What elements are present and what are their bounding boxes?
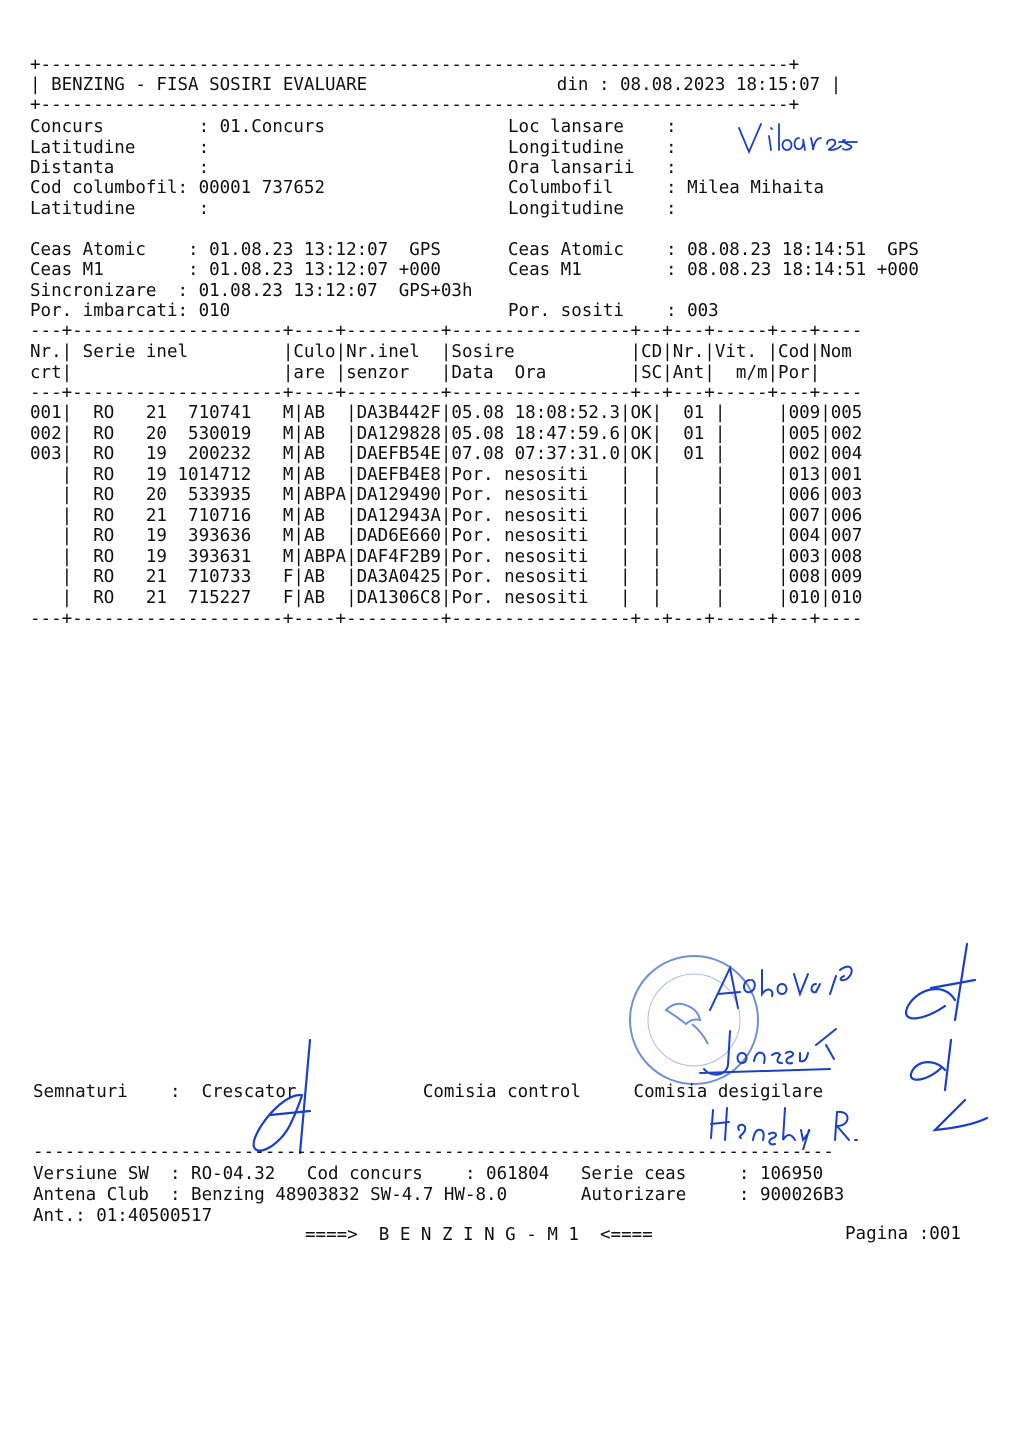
info-cod-columbofil: Cod columbofil: 00001 737652 xyxy=(30,178,326,198)
page-number: Pagina :001 xyxy=(845,1224,961,1244)
header-rule-bottom: +-----------------------------------------------------------------------+ xyxy=(30,95,800,115)
signature-comisia-desigilare xyxy=(895,940,990,1140)
info-ora-lansarii: Ora lansarii : xyxy=(508,158,677,178)
table-row: | RO 21 715227 F|AB |DA1306C8|Por. nesositi | | | |010|010 xyxy=(30,588,863,608)
clock-m1-start: Ceas M1 : 01.08.23 13:12:07 +000 xyxy=(30,260,441,280)
handwritten-loc-lansare xyxy=(735,118,865,158)
clock-atomic-start: Ceas Atomic : 01.08.23 13:12:07 GPS xyxy=(30,240,441,260)
signatures-line: Semnaturi : Crescator Comisia control Comisia desigilare xyxy=(33,1082,824,1102)
info-distanta: Distanta : xyxy=(30,158,210,178)
info-columbofil: Columbofil : Milea Mihaita xyxy=(508,178,825,198)
info-latitudine: Latitudine : xyxy=(30,138,210,158)
table-row: | RO 19 393631 M|ABPA|DAF4F2B9|Por. nesositi | | | |003|008 xyxy=(30,547,863,567)
footer-rule: ---------------------------------------------------------------------------- xyxy=(33,1142,834,1162)
table-row: | RO 21 710733 F|AB |DA3A0425|Por. nesositi | | | |008|009 xyxy=(30,567,863,587)
table-row: | RO 20 533935 M|ABPA|DA129490|Por. nesositi | | | |006|003 xyxy=(30,485,863,505)
table-rule-bottom: ---+--------------------+----+---------+-----------------+--+---+-----+---+---- xyxy=(30,609,863,629)
table-row: | RO 21 710716 M|AB |DA12943A|Por. nesositi | | | |007|006 xyxy=(30,506,863,526)
club-stamp xyxy=(622,950,772,1090)
pigeons-basketed: Por. imbarcati: 010 xyxy=(30,301,231,321)
info-longitudine-2: Longitudine : xyxy=(508,199,677,219)
info-longitudine: Longitudine : xyxy=(508,138,677,158)
footer-ant: Ant.: 01:40500517 xyxy=(33,1206,213,1226)
footer-version: Versiune SW : RO-04.32 Cod concurs : 061804 Serie ceas : 106950 xyxy=(33,1164,824,1184)
sync-line: Sincronizare : 01.08.23 13:12:07 GPS+03h xyxy=(30,281,473,301)
info-latitudine-2: Latitudine : xyxy=(30,199,210,219)
table-rule-top: ---+--------------------+----+---------+-----------------+--+---+-----+---+---- xyxy=(30,321,863,341)
table-row: | RO 19 1014712 M|AB |DAEFB4E8|Por. nesositi | | | |013|001 xyxy=(30,465,863,485)
table-row: 001| RO 21 710741 M|AB |DA3B442F|05.08 18:08:52.3|OK| 01 | |009|005 xyxy=(30,403,863,423)
table-header-row-1: Nr.| Serie inel |Culo|Nr.inel |Sosire |CD|Nr.|Vit. |Cod|Nom xyxy=(30,342,852,362)
table-row: 003| RO 19 200232 M|AB |DAEFB54E|07.08 07:37:31.0|OK| 01 | |002|004 xyxy=(30,444,863,464)
table-header-row-2: crt| |are |senzor |Data Ora |SC|Ant| m/m|Por| xyxy=(30,363,821,383)
info-concurs: Concurs : 01.Concurs xyxy=(30,117,326,137)
info-loc-lansare: Loc lansare : xyxy=(508,117,677,137)
clock-atomic-end: Ceas Atomic : 08.08.23 18:14:51 GPS xyxy=(508,240,919,260)
table-row: 002| RO 20 530019 M|AB |DA129828|05.08 18:47:59.6|OK| 01 | |005|002 xyxy=(30,424,863,444)
clock-m1-end: Ceas M1 : 08.08.23 18:14:51 +000 xyxy=(508,260,919,280)
pigeons-arrived: Por. sositi : 003 xyxy=(508,301,719,321)
footer-banner: ====> B E N Z I N G - M 1 <==== xyxy=(305,1225,653,1245)
table-rule-mid: ---+--------------------+----+---------+-----------------+--+---+-----+---+---- xyxy=(30,383,863,403)
header-rule-top: +-----------------------------------------------------------------------+ xyxy=(30,55,800,75)
signature-comisia-control-2 xyxy=(690,1025,860,1085)
footer-antenna: Antena Club : Benzing 48903832 SW-4.7 HW-8.0 Autorizare : 900026B3 xyxy=(33,1185,845,1205)
signature-comisia-control xyxy=(700,960,870,1020)
table-row: | RO 19 393636 M|AB |DAD6E660|Por. nesositi | | | |004|007 xyxy=(30,526,863,546)
report-title: | BENZING - FISA SOSIRI EVALUARE din : 08.08.2023 18:15:07 | xyxy=(30,75,842,95)
